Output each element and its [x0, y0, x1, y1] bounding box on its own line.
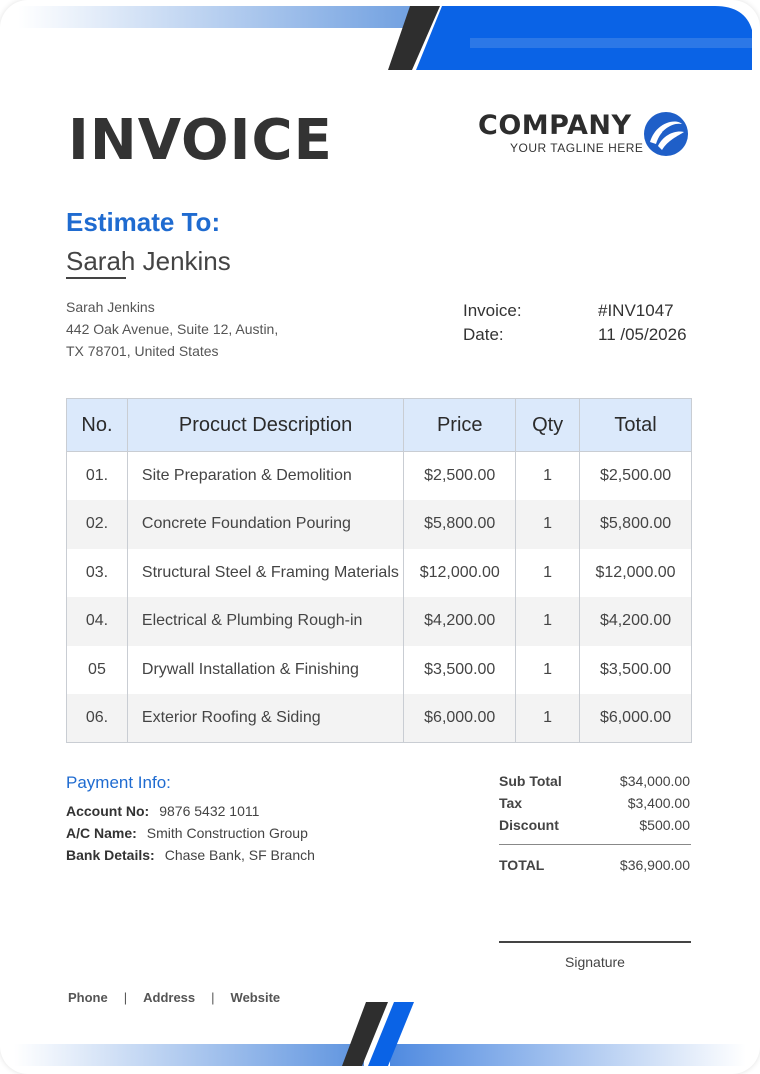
signature-label: Signature [565, 954, 625, 970]
item-price: $2,500.00 [404, 452, 516, 501]
item-price: $3,500.00 [404, 646, 516, 695]
total-label: TOTAL [499, 857, 545, 873]
item-qty: 1 [516, 694, 580, 743]
table-row [67, 646, 692, 695]
summary-divider [499, 844, 691, 845]
item-description: Site Preparation & Demolition [127, 452, 403, 501]
table-row [67, 549, 692, 598]
total-value: $36,900.00 [619, 857, 690, 873]
client-address-line: Sarah Jenkins [66, 299, 155, 315]
footer-separator: | [211, 990, 215, 1005]
company-logo [478, 110, 698, 162]
account-name-label: A/C Name: [66, 825, 137, 841]
item-description: Structural Steel & Framing Materials [127, 549, 403, 598]
item-number: 02. [67, 500, 128, 549]
account-number-value: 9876 5432 1011 [159, 803, 260, 819]
item-total: $12,000.00 [580, 549, 692, 598]
item-description: Drywall Installation & Finishing [127, 646, 403, 695]
footer-website: Website [230, 990, 281, 1005]
table-header-row [67, 399, 692, 452]
discount-value: $500.00 [639, 817, 690, 833]
column-header-description: Procuct Description [127, 399, 403, 452]
account-name-row [66, 825, 308, 841]
invoice-title: INVOICE [68, 108, 333, 173]
item-description: Exterior Roofing & Siding [127, 694, 403, 743]
item-qty: 1 [516, 549, 580, 598]
account-number-label: Account No: [66, 803, 150, 819]
item-number: 04. [67, 597, 128, 646]
payment-info-heading: Payment Info: [66, 773, 171, 792]
item-number: 01. [67, 452, 128, 501]
item-price: $5,800.00 [404, 500, 516, 549]
footer-address: Address [143, 990, 196, 1005]
item-qty: 1 [516, 500, 580, 549]
estimate-to-heading: Estimate To: [66, 207, 221, 237]
line-items-table [66, 398, 692, 743]
bank-details-row [66, 847, 315, 863]
item-price: $12,000.00 [404, 549, 516, 598]
item-description: Concrete Foundation Pouring [127, 500, 403, 549]
item-number: 06. [67, 694, 128, 743]
tax-label: Tax [499, 795, 523, 811]
bank-details-label: Bank Details: [66, 847, 155, 863]
item-total: $3,500.00 [580, 646, 692, 695]
item-description: Electrical & Plumbing Rough-in [127, 597, 403, 646]
item-total: $6,000.00 [580, 694, 692, 743]
bank-details-value: Chase Bank, SF Branch [164, 847, 315, 863]
column-header-price: Price [404, 399, 516, 452]
item-total: $5,800.00 [580, 500, 692, 549]
account-name-value: Smith Construction Group [146, 825, 308, 841]
item-qty: 1 [516, 646, 580, 695]
subtotal-value: $34,000.00 [619, 773, 690, 789]
item-price: $6,000.00 [404, 694, 516, 743]
table-row [67, 694, 692, 743]
footer-phone: Phone [68, 990, 108, 1005]
item-total: $2,500.00 [580, 452, 692, 501]
item-total: $4,200.00 [580, 597, 692, 646]
table-row [67, 500, 692, 549]
item-number: 05 [67, 646, 128, 695]
bottom-decorative-band [0, 1000, 760, 1074]
item-number: 03. [67, 549, 128, 598]
item-qty: 1 [516, 452, 580, 501]
client-address-line: TX 78701, United States [66, 343, 219, 359]
invoice-number-label: Invoice: [463, 301, 522, 320]
company-tagline: YOUR TAGLINE HERE [510, 141, 644, 155]
invoice-number-value: #INV1047 [598, 301, 674, 320]
tax-value: $3,400.00 [627, 795, 690, 811]
item-qty: 1 [516, 597, 580, 646]
invoice-date-label: Date: [463, 325, 504, 344]
column-header-total: Total [580, 399, 692, 452]
item-price: $4,200.00 [404, 597, 516, 646]
signature-line [499, 941, 691, 943]
client-name-underline [66, 277, 126, 279]
company-name: COMPANY [478, 110, 632, 141]
client-address-line: 442 Oak Avenue, Suite 12, Austin, [66, 321, 279, 337]
column-header-no: No. [67, 399, 128, 452]
footer-separator: | [123, 990, 128, 1005]
column-header-qty: Qty [516, 399, 580, 452]
company-logo-mark-icon [642, 110, 690, 158]
invoice-date-value: 11 /05/2026 [598, 325, 687, 344]
table-row [67, 452, 692, 501]
account-number-row [66, 803, 259, 819]
discount-label: Discount [499, 817, 559, 833]
subtotal-label: Sub Total [499, 773, 562, 789]
client-name: Sarah Jenkins [66, 246, 231, 276]
table-row [67, 597, 692, 646]
top-decorative-band [0, 0, 760, 72]
